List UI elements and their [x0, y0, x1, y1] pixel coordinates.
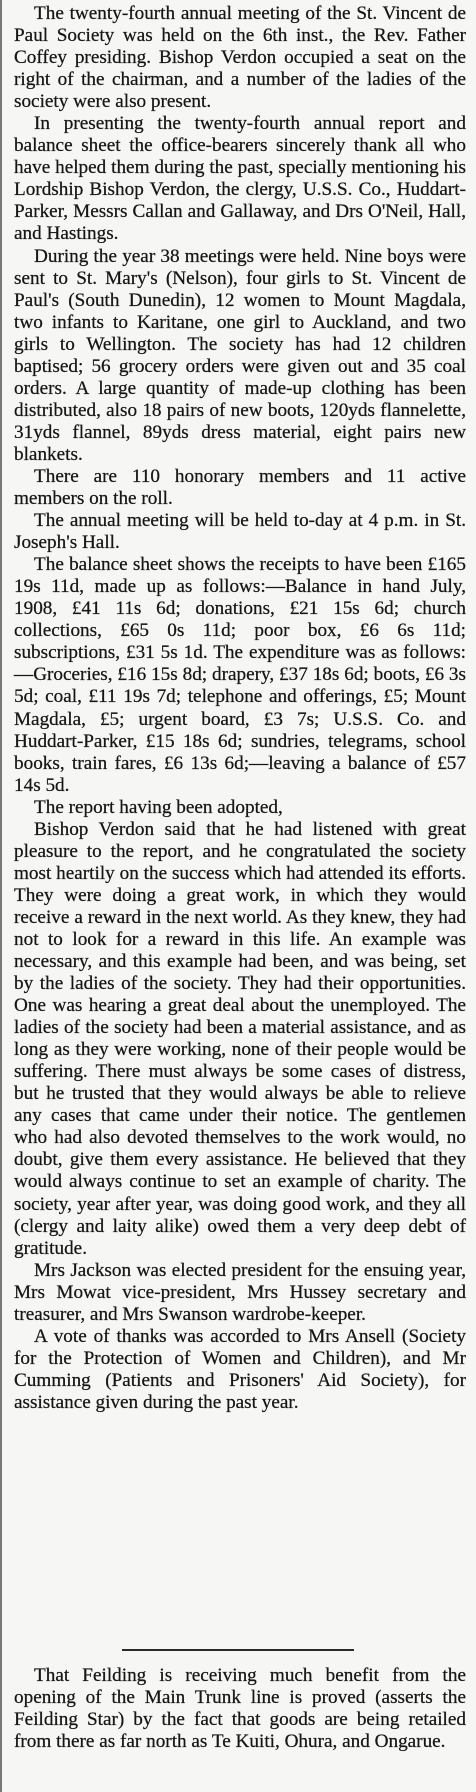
paragraph-balance-sheet: The balance sheet shows the receipts to have been £165 19s 11d, made up as follows:—Balance in hand July, 1908, £41 11s 6d; donations, £21 15s 6d; church collections, £65 0s 11d; poor box, £6 6s 11d; subscriptions, £31 5s 1d. The expenditure was as follows:—Groceries, £16 15s 8d; drapery, £37 18s 6d; boots, £6 3s 5d; coal, £11 19s 7d; telephone and offerings, £5; Mount Magdala, £5; urgent board, £3 7s; U.S.S. Co. and Huddart-Parker, £15 18s 6d; sundries, telegrams, school books, train fares, £6 13s 6d;—leaving a balance of £57 14s 5d.	[14, 554, 466, 796]
article-st-vincent-de-paul	[14, 3, 466, 1414]
paragraph-vote-of-thanks: A vote of thanks was accorded to Mrs Ansell (Society for the Protection of Women and Children), and Mr Cumming (Patients and Prisoners' Aid Society), for assistance given during the past year.	[14, 1325, 466, 1413]
paragraph-members: There are 110 honorary members and 11 active members on the roll.	[14, 465, 466, 510]
article-separator-rule	[122, 1649, 354, 1651]
column-rule	[0, 0, 2, 1792]
paragraph-annual-report: In presenting the twenty-fourth annual report and balance sheet the office-bearers sincerely thank all who have helped them during the past, specially mentioning his Lordship Bishop Verdon, the clergy, U.S.S. Co., Huddart-Parker, Messrs Callan and Gallaway, and Drs O'Neil, Hall, and Hastings.	[14, 113, 466, 245]
paragraph-annual-meeting: The twenty-fourth annual meeting of the St. Vincent de Paul Society was held on the 6th inst., the Rev. Father Coffey presiding. Bishop Verdon occupied a seat on the right of the chairman, and a number of the ladies of the society were also present.	[14, 3, 466, 113]
paragraph-report-adopted: The report having been adopted,	[34, 796, 283, 818]
paragraph-bishop-verdon-speech: Bishop Verdon said that he had listened with great pleasure to the report, and he congratulated the society most heartily on the success which had attended its efforts. They were doing a great work, in which they would receive a reward in the next world. As they knew, they had not to look for a reward in this life. An example was necessary, and this example had been, and was being, set by the ladies of the society. They had their opportunities. One was hearing a great deal about the unemployed. The ladies of the society had been a material assistance, and as long as they were working, none of their people would be suffering. There must always be some cases of distress, but he trusted that they would always be able to relieve any cases that came under their notice. The gentlemen who had also devoted themselves to the work would, no doubt, give them every assistance. He believed that they would always continue to set an example of charity. The society, year after year, was doing good work, and they all (clergy and laity alike) owed them a very deep debt of gratitude.	[14, 818, 466, 1259]
paragraph-annual-meeting-notice: The annual meeting will be held to-day at 4 p.m. in St. Joseph's Hall.	[14, 510, 466, 554]
paragraph-year-summary: During the year 38 meetings were held. Nine boys were sent to St. Mary's (Nelson), four girls to St. Vincent de Paul's (South Dunedin), 12 women to Mount Magdala, two infants to Karitane, one girl to Auckland, and two girls to Wellington. The society has had 12 children baptised; 56 grocery orders were given out and 35 coal orders. A large quantity of made-up clothing has been distributed, also 18 pairs of new boots, 120yds flannelette, 31yds flannel, 89yds dress material, eight pairs new blankets.	[14, 245, 466, 465]
paragraph-election-of-officers: Mrs Jackson was elected president for the ensuing year, Mrs Mowat vice-president, Mrs Hussey secretary and treasurer, and Mrs Swanson wardrobe-keeper.	[14, 1259, 466, 1325]
article-feilding-main-trunk	[14, 1665, 466, 1753]
paragraph-feilding-benefit: That Feilding is receiving much benefit from the opening of the Main Trunk line is proved (asserts the Feilding Star) by the fact that goods are being retailed from there as far north as Te Kuiti, Ohura, and Ongarue.	[14, 1665, 466, 1753]
